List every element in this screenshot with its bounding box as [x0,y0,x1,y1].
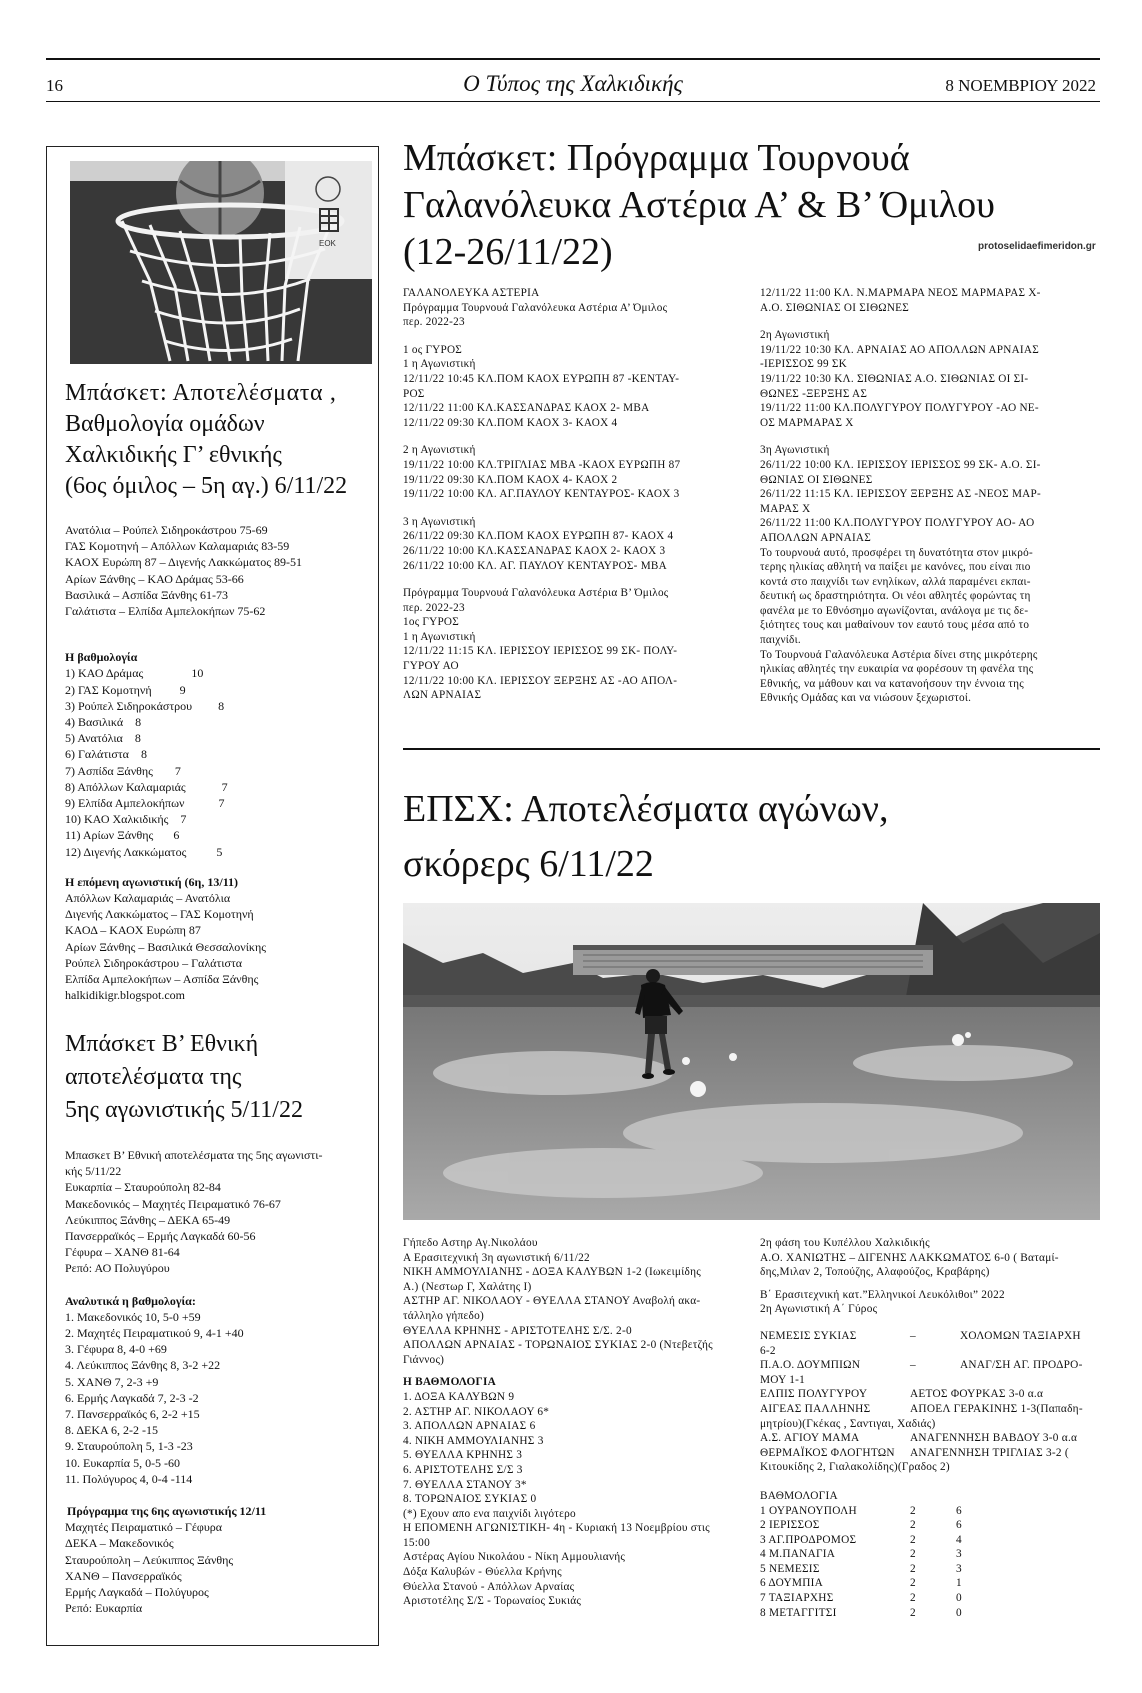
standings-heading: Αναλυτικά η βαθμολογία: [65,1293,196,1308]
text-line: 19/11/22 11:00 ΚΛ.ΠΟΛΥΓΥΡΟΥ ΠΟΛΥΓΥΡΟΥ -ΑΟ ΝΕ- [760,402,1039,415]
text-line: Το τουρνουά αυτό, προσφέρει τη δυνατότητα στον μικρό- [760,546,1033,559]
result-line: Ευκαρπία – Σταυρούπολη 82-84 [65,1180,221,1195]
text-line: 19/11/22 10:30 ΚΛ. ΑΡΝΑΙΑΣ ΑΟ ΑΠΟΛΛΩΝ ΑΡΝΑΙΑΣ [760,343,1039,356]
text-line: ΘΥΕΛΛΑ ΚΡΗΝΗΣ - ΑΡΙΣΤΟΤΕΛΗΣ Σ/Σ. 2-0 [403,1324,632,1337]
standings-line: 11. Πολύγυρος 4, 0-4 -114 [65,1471,193,1486]
standings-heading: Η ΒΑΘΜΟΛΟΓΙΑ [403,1376,497,1389]
text-line: ξιότητες τους και μαθαίνουν τον εαυτό τους μέσα από το [760,619,1030,632]
article2-title [65,1028,370,1127]
text-line: 26/11/22 10:00 ΚΛ. ΑΓ. ΠΑΥΛΟΥ ΚΕΝΤΑΥΡΟΣ- ΜΒΑ [403,559,667,572]
text-line: Η ΕΠΟΜΕΝΗ ΑΓΩΝΙΣΤΙΚΗ- 4η - Κυριακή 13 Νοεμβρίου στις [403,1522,710,1535]
next-round-line: Διγενής Λακκώματος – ΓΑΣ Κομοτηνή [65,907,254,922]
tournament-title-line: Γαλανόλευκα Αστέρια Α’ & Β’ Όμιλου [403,184,995,226]
text-line: (*) Εχουν απο ενα παιχνίδι λιγότερο [403,1507,576,1520]
standings-row: 3) Ρούπελ Σιδηροκάστρου 8 [65,698,225,713]
result-line: ΓΑΣ Κομοτηνή – Απόλλων Καλαμαριάς 83-59 [65,539,290,554]
result-line: Μακεδονικός – Μαχητές Πειραματικό 76-67 [65,1196,281,1211]
text-line: 15:00 [403,1536,430,1549]
standings-line: 7. Πανσερραϊκός 6, 2-2 +15 [65,1407,200,1422]
epsx-title [403,782,1103,892]
text-line: ΑΠΟΛΛΩΝ ΑΡΝΑΙΑΣ - ΤΟΡΩΝΑΙΟΣ ΣΥΚΙΑΣ 2-0 (Ντεβετζής [403,1339,713,1352]
table-row: 7 ΤΑΞΙΑΡΧΗΣ 2 0 [760,1592,962,1605]
fixture-line: Δόξα Καλυβών - Θύελλα Κρήνης [403,1566,562,1579]
article1-title-line: Χαλκιδικής Γ’ εθνικής [65,442,282,468]
text-line: 19/11/22 10:30 ΚΛ. ΣΙΘΩΝΙΑΣ Α.Ο. ΣΙΘΩΝΙΑΣ ΟΙ ΣΙ- [760,372,1029,385]
epsx-col-2 [760,1236,1100,1620]
text-line: Το Τουρνουά Γαλανόλευκα Αστέρια δίνει στης μικρότερης [760,648,1038,661]
fixture-line: Θύελλα Στανού - Απόλλων Αρναίας [403,1580,575,1593]
result-line: Βασιλικά – Ασπίδα Ξάνθης 61-73 [65,587,229,602]
table-row: 5 ΝΕΜΕΣΙΣ 2 3 [760,1562,962,1575]
text-line: ηλικίας αθλητές την ευκαιρία να φορέσουν τη φανέλα της [760,663,1034,676]
next-round-line: Ελπίδα Αμπελοκήπων – Ασπίδα Ξάνθης [65,972,259,987]
standings-line: 4. Λεύκιππος Ξάνθης 8, 3-2 +22 [65,1358,221,1373]
result-line: Αρίων Ξάνθης – ΚΑΟ Δράμας 53-66 [65,571,244,586]
text-line: ΓΑΛΑΝΟΛΕΥΚΑ ΑΣΤΕΡΙΑ [403,287,540,299]
standings-row: 9) Ελπίδα Αμπελοκήπων 7 [65,796,225,811]
text-line: Β΄ Ερασιτεχνική κατ.”Ελληνικοί Λευκόλιθοι” 2022 [760,1288,1005,1301]
text-line: 26/11/22 11:15 ΚΛ. ΙΕΡΙΣΣΟΥ ΞΕΡΞΗΣ ΑΣ -ΝΕΟΣ ΜΑΡ- [760,488,1041,501]
text-line: -ΙΕΡΙΣΣΟΣ 99 ΣΚ [760,358,847,371]
standings-row: 4) Βασιλικά 8 [65,715,142,730]
text-line: 12/11/22 11:00 ΚΛ.ΚΑΣΣΑΝΔΡΑΣ ΚΑΟΧ 2- ΜΒΑ [403,402,650,415]
text-line: περ. 2022-23 [403,601,465,614]
text-line: 2η Αγωνιστική [760,329,830,342]
next-round-line: Ρούπελ Σιδηροκάστρου – Γαλάτιστα [65,955,243,970]
article1-title [65,378,370,502]
program-line: ΔΕΚΑ – Μακεδονικός [65,1536,174,1551]
standings-line: 3. ΑΠΟΛΛΩΝ ΑΡΝΑΙΑΣ 6 [403,1420,536,1433]
text-line: ΝΙΚΗ ΑΜΜΟΥΛΙΑΝΗΣ - ΔΟΞΑ ΚΑΛΥΒΩΝ 1-2 (Ιωκειμίδης [403,1266,701,1279]
text-line: 3η Αγωνιστική [760,444,830,457]
text-line: Α.Ο. ΣΙΘΩΝΙΑΣ ΟΙ ΣΙΘΩΝΕΣ [760,301,910,314]
table-row: 1 ΟΥΡΑΝΟΥΠΟΛΗ 2 6 [760,1504,962,1517]
text-line: Α.) (Νεστωρ Γ, Χαλάτης Ι) [403,1280,532,1293]
text-line: Πρόγραμμα Τουρνουά Γαλανόλευκα Αστέρια Α’ Όμιλος [403,301,668,314]
text-line: ΡΟΣ [403,387,425,400]
result-line: Γαλάτιστα – Ελπίδα Αμπελοκήπων 75-62 [65,604,266,619]
header-bottom-rule [46,101,1100,102]
section-divider [403,748,1100,750]
standings-line: 1. ΔΟΞΑ ΚΑΛΥΒΩΝ 9 [403,1390,515,1403]
standings-row: 10) ΚΑΟ Χαλκιδικής 7 [65,812,187,827]
epsx-title-line: ΕΠΣΧ: Αποτελέσματα αγώνων, [403,788,889,830]
result-line: Ρεπό: ΑΟ Πολυγύρου [65,1261,170,1276]
referee-on-wet-pitch-illustration [403,903,1100,1220]
standings-line: 7. ΘΥΕΛΛΑ ΣΤΑΝΟΥ 3* [403,1478,527,1491]
publication-title: Ο Τύπος της Χαλκιδικής [463,71,683,96]
text-line: 2 η Αγωνιστική [403,444,476,457]
standings-row: 8) Απόλλων Καλαμαριάς 7 [65,779,228,794]
text-line: 12/11/22 11:00 ΚΛ. Ν.ΜΑΡΜΑΡΑ ΝΕΟΣ ΜΑΡΜΑΡΑΣ Χ- [760,287,1041,299]
text-line: 19/11/22 09:30 ΚΛ.ΠΟΜ ΚΑΟΧ 4- ΚΑΟΧ 2 [403,473,618,486]
table-row: 6 ΔΟΥΜΠΙΑ 2 1 [760,1577,962,1590]
eok-logo-text: ΕΟΚ [319,239,336,248]
article1-title-line: Βαθμολογία ομάδων [65,411,265,437]
match-row: Κιτουκίδης 2, Γιαλακολίδης)(Γραδος 2) [760,1461,950,1474]
text-line: 26/11/22 11:00 ΚΛ.ΠΟΛΥΓΥΡΟΥ ΠΟΛΥΓΥΡΟΥ ΑΟ- ΑΟ [760,517,1035,530]
standings-line: 8. ΔΕΚΑ 6, 2-2 -15 [65,1423,159,1438]
table-row: 3 ΑΓ.ΠΡΟΔΡΟΜΟΣ 2 4 [760,1533,962,1546]
program-line: ΧΑΝΘ – Πανσερραϊκός [65,1568,182,1583]
sidebar-article-1 [65,378,370,1003]
match-row: ΝΕΜΕΣΙΣ ΣΥΚΙΑΣ – ΧΟΛΟΜΩΝ ΤΑΞΙΑΡΧΗ [760,1329,1081,1342]
program-line: Ρεπό: Ευκαρπία [65,1601,143,1616]
page-number: 16 [46,76,63,95]
standings-line: 5. ΧΑΝΘ 7, 2-3 +9 [65,1374,159,1389]
article1-results [65,522,370,1003]
standings-row: 7) Ασπίδα Ξάνθης 7 [65,763,181,778]
football-referee-photo [403,903,1100,1220]
text-line: Α.Ο. ΧΑΝΙΩΤΗΣ – ΔΙΓΕΝΗΣ ΛΑΚΚΩΜΑΤΟΣ 6-0 ( Βαταμί- [760,1251,1059,1264]
text-line: δευτική ως δραστηριότητα. Οι νέοι αθλητές φορώντας τη [760,590,1031,603]
table-row: 4 Μ.ΠΑΝΑΓΙΑ 2 3 [760,1548,962,1561]
article2-title-line: αποτελέσματα της [65,1064,242,1090]
match-row: ΑΙΓΕΑΣ ΠΑΛΛΗΝΗΣ ΑΠΟΕΛ ΓΕΡΑΚΙΝΗΣ 1-3(Παπαδη- [760,1402,1083,1415]
text-line: Α Ερασιτεχνική 3η αγωνιστική 6/11/22 [403,1251,590,1264]
standings-row: 2) ΓΑΣ Κομοτηνή 9 [65,682,186,697]
text-line: τάλληλο γήπεδο) [403,1309,485,1322]
text-line: ΑΠΟΛΛΩΝ ΑΡΝΑΙΑΣ [760,531,872,544]
text-line: Εθνικής, να μάθουν και να κατανοήσουν την έννοια της [760,677,1024,690]
next-round-line: Απόλλων Καλαμαριάς – Ανατόλια [65,891,231,906]
text-line: 2η Αγωνιστική Α΄ Γύρος [760,1303,878,1316]
text-line: 12/11/22 09:30 ΚΛ.ΠΟΜ ΚΑΟΧ 3- ΚΑΟΧ 4 [403,416,618,429]
article1-title-line: (6ος όμιλος – 5η αγ.) 6/11/22 [65,473,348,499]
text-line: 26/11/22 10:00 ΚΛ.ΚΑΣΣΑΝΔΡΑΣ ΚΑΟΧ 2- ΚΑΟΧ 3 [403,544,666,557]
match-row: ΘΕΡΜΑΪΚΟΣ ΦΛΟΓΗΤΩΝ ΑΝΑΓΕΝΝΗΣΗ ΤΡΙΓΛΙΑΣ 3-2 ( [760,1446,1069,1459]
match-row: 6-2 [760,1344,776,1357]
match-row: μητρίου)(Γκέκας , Σαντιγαι, Χαδιάς) [760,1417,936,1430]
article2-title-line: 5ης αγωνιστικής 5/11/22 [65,1097,303,1123]
basketball-hoop-photo [70,161,372,364]
text-line: ΓΥΡΟΥ ΑΟ [403,660,459,673]
program-line: Ερμής Λαγκαδά – Πολύγυρος [65,1585,209,1600]
program-line: Σταυρούπολη – Λεύκιππος Ξάνθης [65,1552,234,1567]
standings-line: 6. Ερμής Λαγκαδά 7, 2-3 -2 [65,1390,199,1405]
match-row: ΕΛΠΙΣ ΠΟΛΥΓΥΡΟΥ ΑΕΤΟΣ ΦΟΥΡΚΑΣ 3-0 α.α [760,1388,1044,1401]
text-line: κοντά στο παιχνίδι των ενηλίκων, αλλά παραμένει εκπαι- [760,575,1031,588]
intro-line: Μπασκετ Β’ Εθνική αποτελέσματα της 5ης αγωνιστι- [65,1148,323,1162]
text-line: Γιάννος) [403,1353,445,1366]
next-round-heading: Η επόμενη αγωνιστική (6η, 13/11) [65,874,239,889]
basketball-hoop-illustration [70,161,372,364]
match-row: Α.Σ. ΑΓΙΟΥ ΜΑΜΑ ΑΝΑΓΕΝΝΗΣΗ ΒΑΒΔΟΥ 3-0 α.α [760,1432,1078,1445]
text-line: ΜΑΡΑΣ Χ [760,502,811,515]
program-line: Μαχητές Πειραματικό – Γέφυρα [65,1520,223,1535]
program-heading: Πρόγραμμα της 6ης αγωνιστικής 12/11 [67,1504,267,1519]
table-row: 8 ΜΕΤΑΓΓΙΤΣΙ 2 0 [760,1606,962,1619]
standings-row: 5) Ανατόλια 8 [65,731,141,746]
text-line: ΘΩΝΙΑΣ ΟΙ ΣΙΘΩΝΕΣ [760,473,873,486]
text-line: τερης ηλικίας αθλητή να παίξει με κανόνες, που είναι πιο [760,561,1031,574]
issue-date: 8 ΝΟΕΜΒΡΙΟΥ 2022 [945,76,1096,95]
text-line: δης,Μιλαν 2, Τοπούζης, Αλαφούζος, Κραβάρης) [760,1266,990,1279]
fixture-line: Αριστοτέλης Σ/Σ - Τορωναίος Συκιάς [403,1595,582,1608]
text-line: περ. 2022-23 [403,316,465,329]
standings-line: 10. Ευκαρπία 5, 0-5 -60 [65,1455,181,1470]
standings-line: 6. ΑΡΙΣΤΟΤΕΛΗΣ Σ/Σ 3 [403,1463,523,1476]
tournament-title-line: Μπάσκετ: Πρόγραμμα Τουρνουά [403,137,910,179]
text-line: Εθνικής Ομάδας και να νιώσουν ξεχωριστοί. [760,692,972,705]
text-line: 19/11/22 10:00 ΚΛ. ΑΓ.ΠΑΥΛΟΥ ΚΕΝΤΑΥΡΟΣ- ΚΑΟΧ 3 [403,488,680,501]
standings-row: 1) ΚΑΟ Δράμας 10 [65,666,204,681]
text-line: 12/11/22 10:00 ΚΛ. ΙΕΡΙΣΣΟΥ ΞΕΡΞΗΣ ΑΣ -ΑΟ ΑΠΟΛ- [403,674,678,687]
header-top-rule [46,58,1100,60]
article2-body [65,1147,370,1616]
result-line: Γέφυρα – ΧΑΝΘ 81-64 [65,1245,180,1260]
text-line: 1 η Αγωνιστική [403,630,476,643]
table-row: 2 ΙΕΡΙΣΣΟΣ 2 6 [760,1519,962,1532]
next-round-line: Αρίων Ξάνθης – Βασιλικά Θεσσαλονίκης [65,939,267,954]
text-line: 1ος ΓΥΡΟΣ [403,616,460,629]
tournament-title-line: (12-26/11/22) [403,231,613,273]
text-line: φανέλα με το Εθνόσημο αγωνίζονται, ανάλογα με τις δε- [760,604,1029,617]
result-line: Ανατόλια – Ρούπελ Σιδηροκάστρου 75-69 [65,523,268,537]
next-round-line: ΚΑΟΔ – ΚΑΟΧ Ευρώπη 87 [65,923,201,938]
tournament-col-2 [760,286,1100,706]
standings-line: 5. ΘΥΕΛΛΑ ΚΡΗΝΗΣ 3 [403,1449,523,1462]
standings-row: 12) Διγενής Λακκώματος 5 [65,844,223,859]
text-line: ΑΣΤΗΡ ΑΓ. ΝΙΚΟΛΑΟΥ - ΘΥΕΛΛΑ ΣΤΑΝΟΥ Αναβολή ακα- [403,1295,701,1308]
standings-line: 2. Μαχητές Πειραματικού 9, 4-1 +40 [65,1326,244,1341]
site-watermark: protoselidaefimeridon.gr [978,241,1096,252]
epsx-col-1 [403,1236,743,1609]
article2-title-line: Μπάσκετ Β’ Εθνική [65,1031,259,1057]
result-line: ΚΑΟΧ Ευρώπη 87 – Διγενής Λακκώματος 89-51 [65,555,303,570]
intro-line: κής 5/11/22 [65,1164,122,1179]
result-line: Λεύκιππος Ξάνθης – ΔΕΚΑ 65-49 [65,1212,231,1227]
epsx-title-line: σκόρερς 6/11/22 [403,843,654,885]
match-row: Π.Α.Ο. ΔΟΥΜΠΙΩΝ – ΑΝΑΓ/ΣΗ ΑΓ. ΠΡΟΔΡΟ- [760,1359,1083,1372]
tournament-col-1 [403,286,743,703]
standings-line: 8. ΤΟΡΩΝΑΙΟΣ ΣΥΚΙΑΣ 0 [403,1493,537,1506]
source-link[interactable]: halkidikigr.blogspot.com [65,988,185,1003]
standings-line: 3. Γέφυρα 8, 4-0 +69 [65,1342,167,1357]
text-line: 26/11/22 10:00 ΚΛ. ΙΕΡΙΣΣΟΥ ΙΕΡΙΣΣΟΣ 99 ΣΚ- Α.Ο. ΣΙ- [760,458,1041,471]
fixture-line: Αστέρας Αγίου Νικολάου - Νίκη Αμμουλιανής [403,1551,626,1564]
article1-title-line: Μπάσκετ: Αποτελέσματα , [65,380,337,406]
result-line: Πανσερραϊκός – Ερμής Λαγκαδά 60-56 [65,1229,256,1244]
standings-row: 6) Γαλάτιστα 8 [65,747,147,762]
standings-line: 2. ΑΣΤΗΡ ΑΓ. ΝΙΚΟΛΑΟΥ 6* [403,1405,550,1418]
tournament-title [403,135,1103,276]
standings-line: 1. Μακεδονικός 10, 5-0 +59 [65,1309,201,1324]
text-line: Πρόγραμμα Τουρνουά Γαλανόλευκα Αστέρια Β’ Όμιλος [403,587,669,600]
match-row: ΜΟΥ 1-1 [760,1373,806,1386]
sidebar-article-2 [65,1028,370,1616]
text-line: 26/11/22 09:30 ΚΛ.ΠΟΜ ΚΑΟΧ ΕΥΡΩΠΗ 87- ΚΑΟΧ 4 [403,530,674,543]
text-line: ΟΣ ΜΑΡΜΑΡΑΣ Χ [760,416,854,429]
text-line: ΛΩΝ ΑΡΝΑΙΑΣ [403,689,482,702]
standings-heading: Η βαθμολογία [65,650,138,665]
text-line: Γήπεδο Αστηρ Αγ.Νικολάου [403,1237,538,1249]
text-line: 2η φάση του Κυπέλλου Χαλκιδικής [760,1237,930,1249]
standings-row: 11) Αρίων Ξάνθης 6 [65,828,180,843]
text-line: 3 η Αγωνιστική [403,515,476,528]
standings-line: 4. ΝΙΚΗ ΑΜΜΟΥΛΙΑΝΗΣ 3 [403,1434,544,1447]
text-line: παιχνίδι. [760,634,801,647]
standings-line: 9. Σταυρούπολη 5, 1-3 -23 [65,1439,193,1454]
text-line: 12/11/22 11:15 ΚΛ. ΙΕΡΙΣΣΟΥ ΙΕΡΙΣΣΟΣ 99 ΣΚ- ΠΟΛΥ- [403,645,678,658]
text-line: 1 ος ΓΥΡΟΣ [403,343,463,356]
text-line: 1 η Αγωνιστική [403,358,476,371]
standings-heading: ΒΑΘΜΟΛΟΓΙΑ [760,1489,838,1502]
text-line: 19/11/22 10:00 ΚΛ.ΤΡΙΓΛΙΑΣ ΜΒΑ -ΚΑΟΧ ΕΥΡΩΠΗ 87 [403,458,681,471]
text-line: ΘΩΝΕΣ -ΞΕΡΞΗΣ ΑΣ [760,387,868,400]
text-line: 12/11/22 10:45 ΚΛ.ΠΟΜ ΚΑΟΧ ΕΥΡΩΠΗ 87 -ΚΕΝΤΑΥ- [403,372,680,385]
